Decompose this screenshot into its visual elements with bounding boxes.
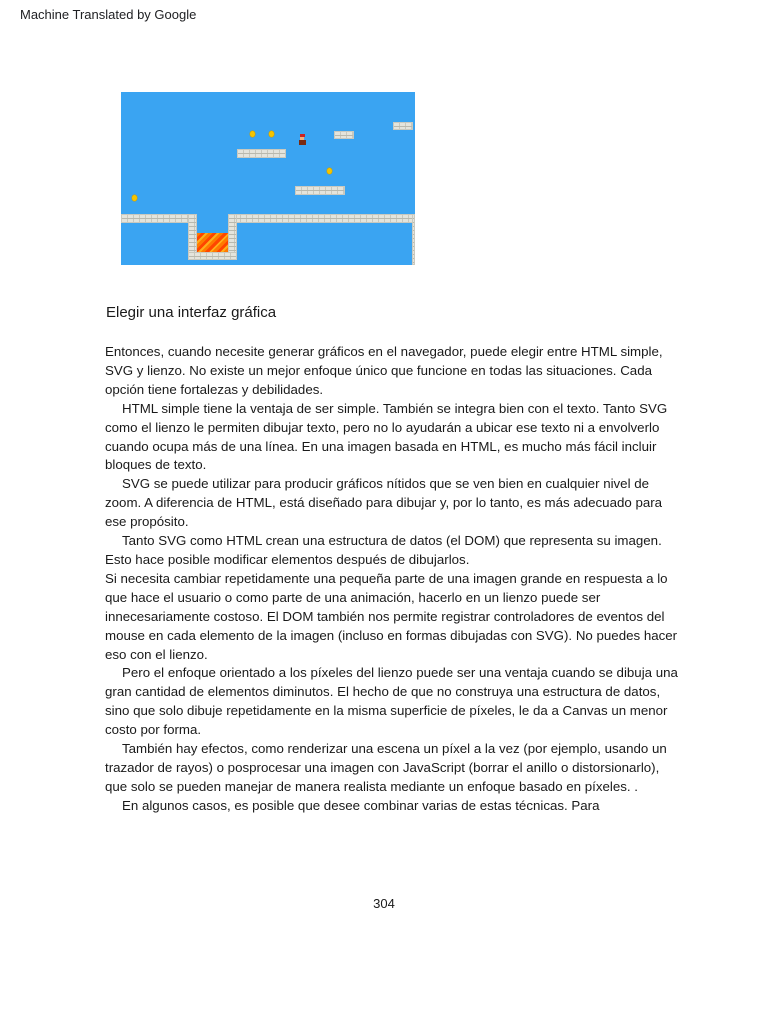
lava-pool [197, 233, 228, 252]
coin [269, 131, 274, 137]
middle-platform [295, 186, 345, 195]
paragraph: SVG se puede utilizar para producir gráficos nítidos que se ven bien en cualquier nivel de zoom. A diferencia de HTML, está diseñado para dibujar y, por lo tanto, es más adecuado para ese propósito. [105, 476, 663, 530]
body-text [105, 343, 680, 816]
paragraph: También hay efectos, como renderizar una escena un píxel a la vez (por ejemplo, usando un trazador de rayos) o posprocesar una imagen con JavaScript (borrar el anillo o distorsionarlo), que solo se pueden manejar de manera realista mediante un enfoque basado en píxeles. . [105, 741, 667, 794]
ground-left [121, 214, 197, 223]
paragraph: Si necesita cambiar repetidamente una pequeña parte de una imagen grande en respuesta a lo que hace el usuario o como parte de una animación, hacerlo en un lienzo puede ser innecesariamente costoso. El DOM también nos permite registrar controladores de eventos del mouse en cada elemento de la imagen (incluso en formas dibujadas con SVG). No puedes hacer eso con el lienzo. [105, 570, 678, 662]
coin [250, 131, 255, 137]
paragraph: Pero el enfoque orientado a los píxeles del lienzo puede ser una ventaja cuando se dibuja una gran cantidad de elementos diminutos. El hecho de que no construya una estructura de datos, sino que solo dibuje repetidamente en la misma superficie de píxeles, le da a Canvas un menor costo por forma. [105, 665, 678, 738]
right-edge-wall [412, 214, 415, 265]
page-number: 304 [373, 896, 395, 911]
ground-right [228, 214, 415, 223]
paragraph: Entonces, cuando necesite generar gráficos en el navegador, puede elegir entre HTML simple, SVG y lienzo. No existe un mejor enfoque único que funcione en todas las situaciones. Cada opción tiene fortalezas y debilidades. [105, 344, 663, 397]
upper-left-platform [237, 149, 286, 158]
player-character [299, 134, 306, 145]
game-screenshot [121, 92, 415, 265]
paragraph: Tanto SVG como HTML crean una estructura de datos (el DOM) que representa su imagen. Esto hace posible modificar elementos después de dibujarlos. [105, 533, 662, 567]
small-floating-block [334, 131, 354, 139]
machine-translated-label: Machine Translated by Google [20, 7, 197, 22]
section-heading: Elegir una interfaz gráfica [106, 304, 277, 321]
paragraph: HTML simple tiene la ventaja de ser simple. También se integra bien con el texto. Tanto SVG como el lienzo le permiten dibujar texto, pero no lo ayudarán a ubicar ese texto ni a envolverlo cuando ocupa más de una línea. En una imagen basada en HTML, es mucho más fácil incluir bloques de texto. [105, 400, 668, 473]
pit-floor [188, 252, 237, 260]
coin [327, 168, 332, 174]
coin [132, 195, 137, 201]
top-right-block [393, 122, 413, 130]
paragraph: En algunos casos, es posible que desee combinar varias de estas técnicas. Para [122, 797, 600, 813]
